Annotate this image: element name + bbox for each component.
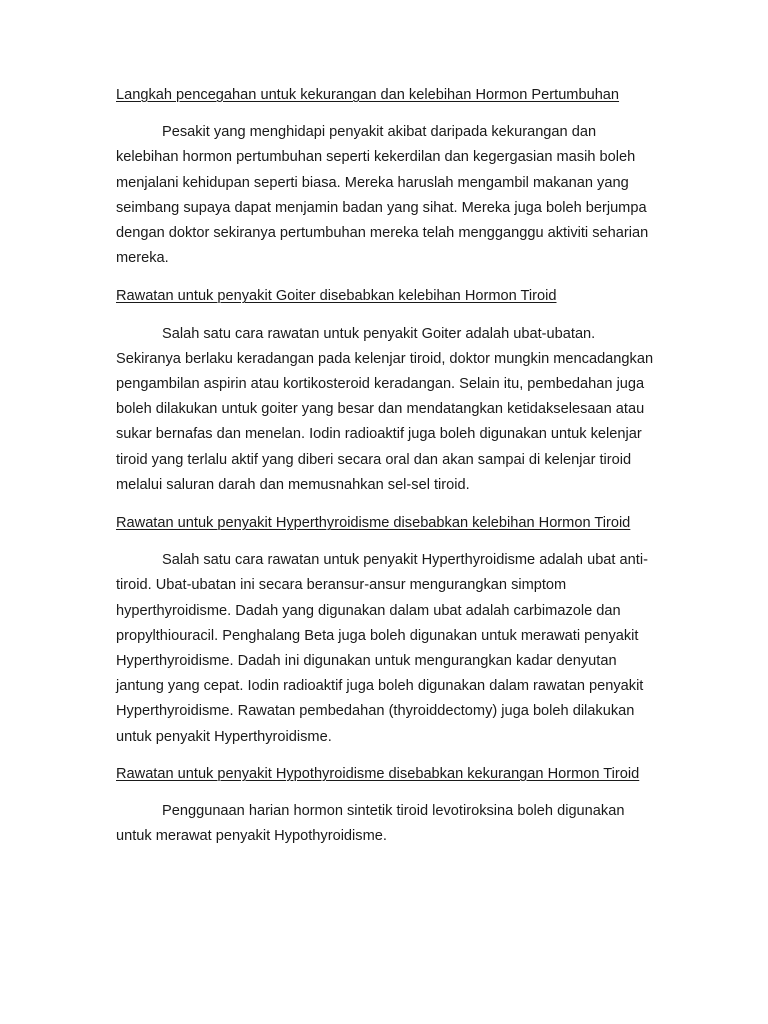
section-paragraph-hyperthyroidism: Salah satu cara rawatan untuk penyakit Hyperthyroidisme adalah ubat anti-tiroid. Ubat-ubatan ini secara beransur-ansur mengurangkan simptom hyperthyroidisme. Dadah yang digunakan dalam ubat adalah carbimazole dan propylthiouracil. Penghalang Beta juga boleh digunakan untuk merawati penyakit Hyperthyroidisme. Dadah ini digunakan untuk mengurangkan kadar denyutan jantung yang cepat. Iodin radioaktif juga boleh digunakan dalam rawatan penyakit Hyperthyroidisme. Rawatan pembedahan (thyroiddectomy) juga boleh dilakukan untuk penyakit Hyperthyroidisme. — [116, 552, 648, 745]
section-heading-hyperthyroidism: Rawatan untuk penyakit Hyperthyroidisme disebabkan kelebihan Hormon Tiroid — [116, 515, 631, 532]
document-page — [116, 83, 656, 849]
section-heading-growth-hormone: Langkah pencegahan untuk kekurangan dan kelebihan Hormon Pertumbuhan — [116, 87, 620, 103]
section-paragraph-goiter: Salah satu cara rawatan untuk penyakit Goiter adalah ubat-ubatan. Sekiranya berlaku keradangan pada kelenjar tiroid, doktor mungkin mencadangkan pengambilan aspirin atau kortikosteroid keradangan. Selain itu, pembedahan juga boleh dilakukan untuk goiter yang besar dan mendatangkan ketidakselesaan atau sukar bernafas dan menelan. Iodin radioaktif juga boleh digunakan untuk kelenjar tiroid yang terlalu aktif yang diberi secara oral dan akan sampai di kelenjar tiroid melalui saluran darah dan memusnahkan sel-sel tiroid. — [116, 325, 654, 493]
section-heading-hypothyroidism: Rawatan untuk penyakit Hypothyroidisme disebabkan kekurangan Hormon Tiroid — [116, 765, 640, 782]
section-paragraph-hypothyroidism: Penggunaan harian hormon sintetik tiroid levotiroksina boleh digunakan untuk merawat penyakit Hypothyroidisme. — [116, 803, 625, 845]
section-heading-goiter: Rawatan untuk penyakit Goiter disebabkan kelebihan Hormon Tiroid — [116, 288, 557, 305]
section-paragraph-growth-hormone: Pesakit yang menghidapi penyakit akibat daripada kekurangan dan kelebihan hormon pertumbuhan seperti kekerdilan dan kegergasian masih boleh menjalani kehidupan seperti biasa. Mereka haruslah mengambil makanan yang seimbang supaya dapat menjamin badan yang sihat. Mereka juga boleh berjumpa dengan doktor sekiranya pertumbuhan mereka telah mengganggu aktiviti seharian mereka. — [116, 124, 649, 267]
